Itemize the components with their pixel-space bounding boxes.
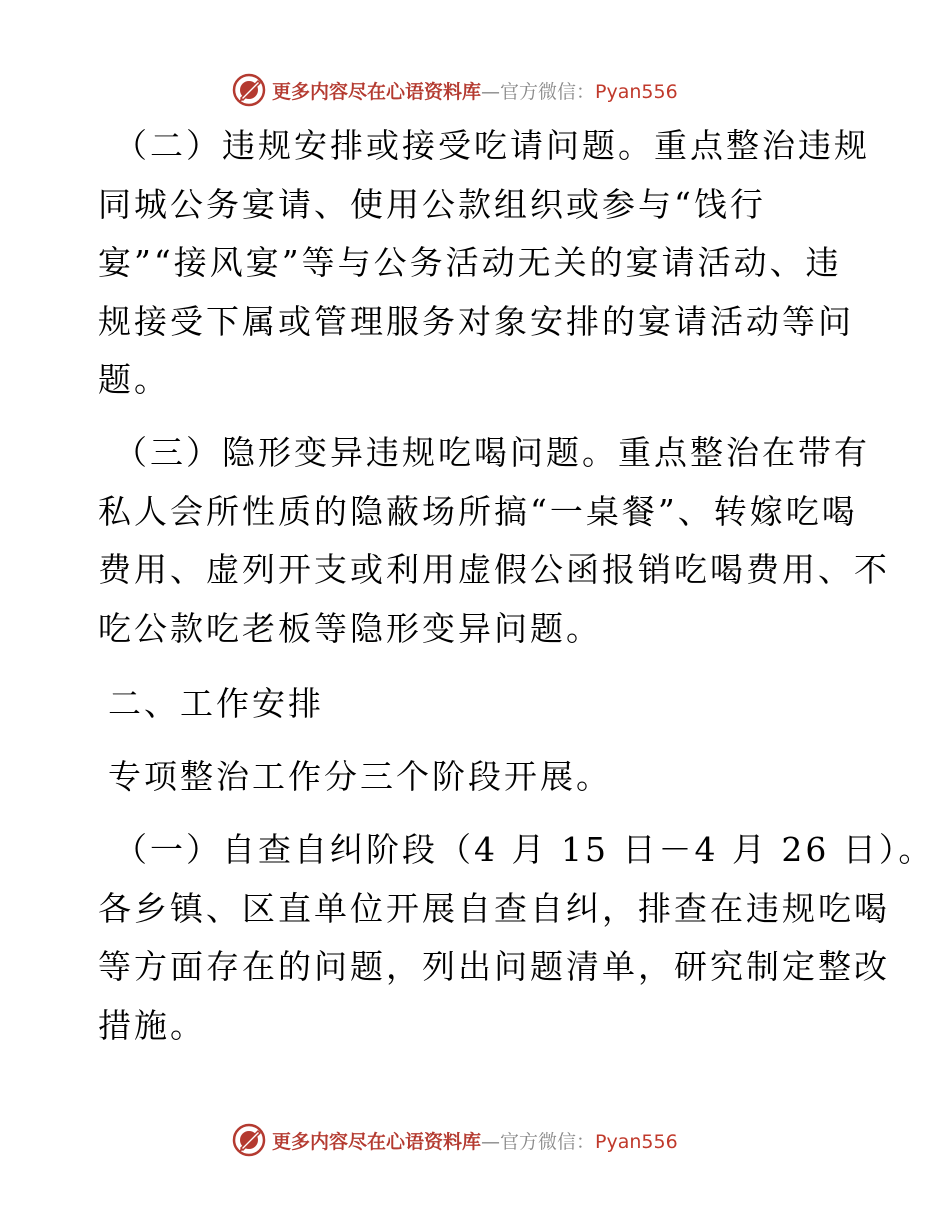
text-line: 题。 (98, 360, 170, 399)
watermark-separator: — (481, 80, 501, 103)
heading-text: 二、工作安排 (108, 684, 324, 723)
header-watermark (232, 72, 678, 108)
watermark-brand: 更多内容尽在心语资料库 (272, 80, 482, 103)
text-line: 专项整治工作分三个阶段开展。 (108, 757, 612, 796)
text-line: 宴”“接风宴”等与公务活动无关的宴请活动、违 (98, 243, 842, 282)
watermark-text (272, 77, 678, 104)
footer-watermark (232, 1122, 678, 1158)
paragraph-violation-banquets (98, 117, 870, 410)
section-heading-work-arrangement (98, 675, 858, 734)
text-line: 措施。 (98, 1005, 206, 1045)
watermark-wechat-id: Pyan556 (595, 80, 678, 103)
text-line: 费用、虚列开支或利用虚假公函报销吃喝费用、不 (98, 550, 890, 589)
watermark-wechat-label: 官方微信： (500, 80, 596, 103)
text-line: （二）违规安排或接受吃请问题。重点整治违规 (114, 126, 870, 165)
pen-logo-icon (232, 73, 266, 107)
text-line: 同城公务宴请、使用公款组织或参与“饯行 (98, 184, 766, 224)
watermark-text (272, 1127, 678, 1154)
watermark-wechat-label: 官方微信： (500, 1130, 596, 1153)
pen-logo-icon (232, 1123, 266, 1157)
watermark-separator: — (481, 1130, 501, 1153)
text-line: （三）隐形变异违规吃喝问题。重点整治在带有 (114, 433, 870, 472)
paragraph-three-stages (98, 748, 858, 807)
text-line: 各乡镇、区直单位开展自查自纠，排查在违规吃喝 (98, 888, 890, 928)
text-line: 等方面存在的问题，列出问题清单，研究制定整改 (98, 947, 890, 986)
watermark-wechat-id: Pyan556 (595, 1130, 678, 1153)
watermark-brand: 更多内容尽在心语资料库 (272, 1130, 482, 1153)
text-line: 吃公款吃老板等隐形变异问题。 (98, 608, 602, 648)
text-line: 私人会所性质的隐蔽场所搞“一桌餐”、转嫁吃喝 (98, 491, 858, 531)
paragraph-self-inspection-stage (98, 821, 935, 1055)
text-line: （一）自查自纠阶段（4 月 15 日－4 月 26 日）。 (114, 830, 935, 869)
text-line: 规接受下属或管理服务对象安排的宴请活动等问 (98, 301, 854, 341)
paragraph-hidden-variants (98, 424, 890, 658)
